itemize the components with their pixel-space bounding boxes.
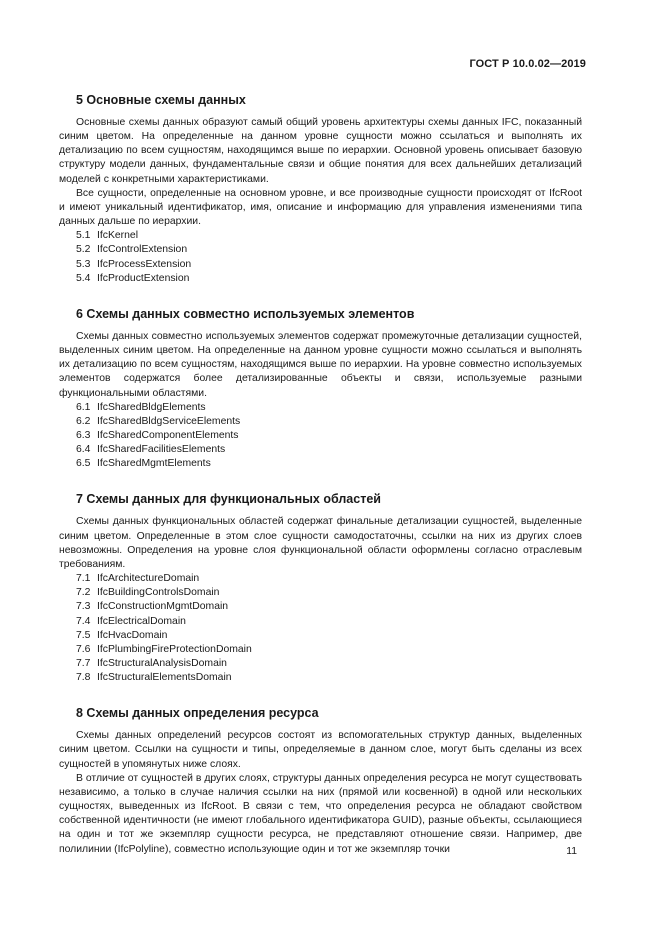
section-title: 5 Основные схемы данных: [76, 93, 246, 107]
section-title: 8 Схемы данных определения ресурса: [76, 706, 319, 721]
document-id: ГОСТ Р 10.0.02—2019: [469, 58, 586, 70]
list-item: 6.4 IfcSharedFacilitiesElements: [76, 444, 226, 456]
list-item: 7.1 IfcArchitectureDomain: [76, 573, 200, 585]
list-item: 7.4 IfcElectricalDomain: [76, 615, 186, 627]
list-item: 6.1 IfcSharedBldgElements: [76, 401, 206, 413]
list-item: 5.2 IfcControlExtension: [76, 244, 188, 256]
paragraph: Схемы данных функциональных областей содержат финальные детализации сущностей, выделенные синим цветом. Определенные в этом слое сущности самодостаточны, ссылки на них из других слоев невозможны. Определения на уровне слоя функциональной области оформлены согласно отраслевым требованиям.: [59, 516, 582, 570]
paragraph: Основные схемы данных образуют самый общий уровень архитектуры схемы данных IFC, показанный синим цветом. На определенные на данном уровне сущности можно ссылаться и выполнять их детализацию по всем сущностям, находящимся выше по иерархии. Основной уровень описывает базовую структуру модели данных, фундаментальные связи и общие понятия для всех дальнейших детализаций моделей с конкретными характеристиками.: [59, 117, 582, 185]
subsection-list: [59, 401, 582, 472]
list-item: 7.3 IfcConstructionMgmtDomain: [76, 601, 229, 613]
list-item: 7.6 IfcPlumbingFireProtectionDomain: [76, 643, 252, 655]
paragraph: Все сущности, определенные на основном уровне, и все производные сущности происходят от IfcRoot и имеют уникальный идентификатор, имя, описание и информацию для управления изменениями типа данных дальше по иерархии.: [59, 187, 582, 228]
subsection-list: [59, 229, 582, 286]
list-item: 7.7 IfcStructuralAnalysisDomain: [76, 658, 227, 669]
list-item: 7.2 IfcBuildingControlsDomain: [76, 587, 220, 599]
section-title: 7 Схемы данных для функциональных областей: [76, 492, 381, 507]
paragraph: Схемы данных определений ресурсов состоят из вспомогательных структур данных, выделенных синим цветом. Ссылки на сущности и типы, определяемые в данном слое, могут быть сделаны из всех сущностей в упомянутых ниже слоях.: [59, 730, 582, 770]
list-item: 6.2 IfcSharedBldgServiceElements: [76, 415, 241, 427]
list-item: 5.1 IfcKernel: [76, 230, 139, 242]
section-7: [59, 491, 582, 685]
paragraph: В отличие от сущностей в других слоях, структуры данных определения ресурса не могут существовать независимо, а только в случае наличия ссылки на них (прямой или косвенной) в одной или нескольких сущностях, выведенных из IfcRoot. В связи с тем, что определения ресурса не обладают свойством собственной идентичности (не имеют глобального идентификатора GUID), разные объекты, ссылающиеся на один и тот же экземпляр сущности ресурса, не представляют отношение связи. Например, две полилинии (IfcPolyline), совместно использующие один и тот же экземпляр точки: [59, 772, 582, 855]
list-item: 7.5 IfcHvacDomain: [76, 629, 168, 641]
list-item: 6.5 IfcSharedMgmtElements: [76, 458, 211, 470]
paragraph: Схемы данных совместно используемых элементов содержат промежуточные детализации сущностей, выделенных синим цветом. На определенные на данном уровне сущности можно ссылаться и выполнять их детализацию по всем сущностям, находящимся выше по иерархии. На уровне совместно используемых элементов содержатся более детализированные объекты и связи, используемые разными функциональными областями.: [59, 330, 582, 399]
list-item: 5.3 IfcProcessExtension: [76, 258, 192, 270]
page-number: 11: [566, 846, 577, 857]
list-item: 7.8 IfcStructuralElementsDomain: [76, 672, 232, 684]
page-content: [59, 92, 582, 857]
section-6: [59, 306, 582, 472]
section-8: [59, 705, 582, 856]
list-item: 5.4 IfcProductExtension: [76, 272, 190, 284]
subsection-list: [59, 572, 582, 685]
list-item: 6.3 IfcSharedComponentElements: [76, 429, 239, 441]
section-title: 6 Схемы данных совместно используемых элементов: [76, 306, 415, 321]
section-5: [59, 92, 582, 286]
